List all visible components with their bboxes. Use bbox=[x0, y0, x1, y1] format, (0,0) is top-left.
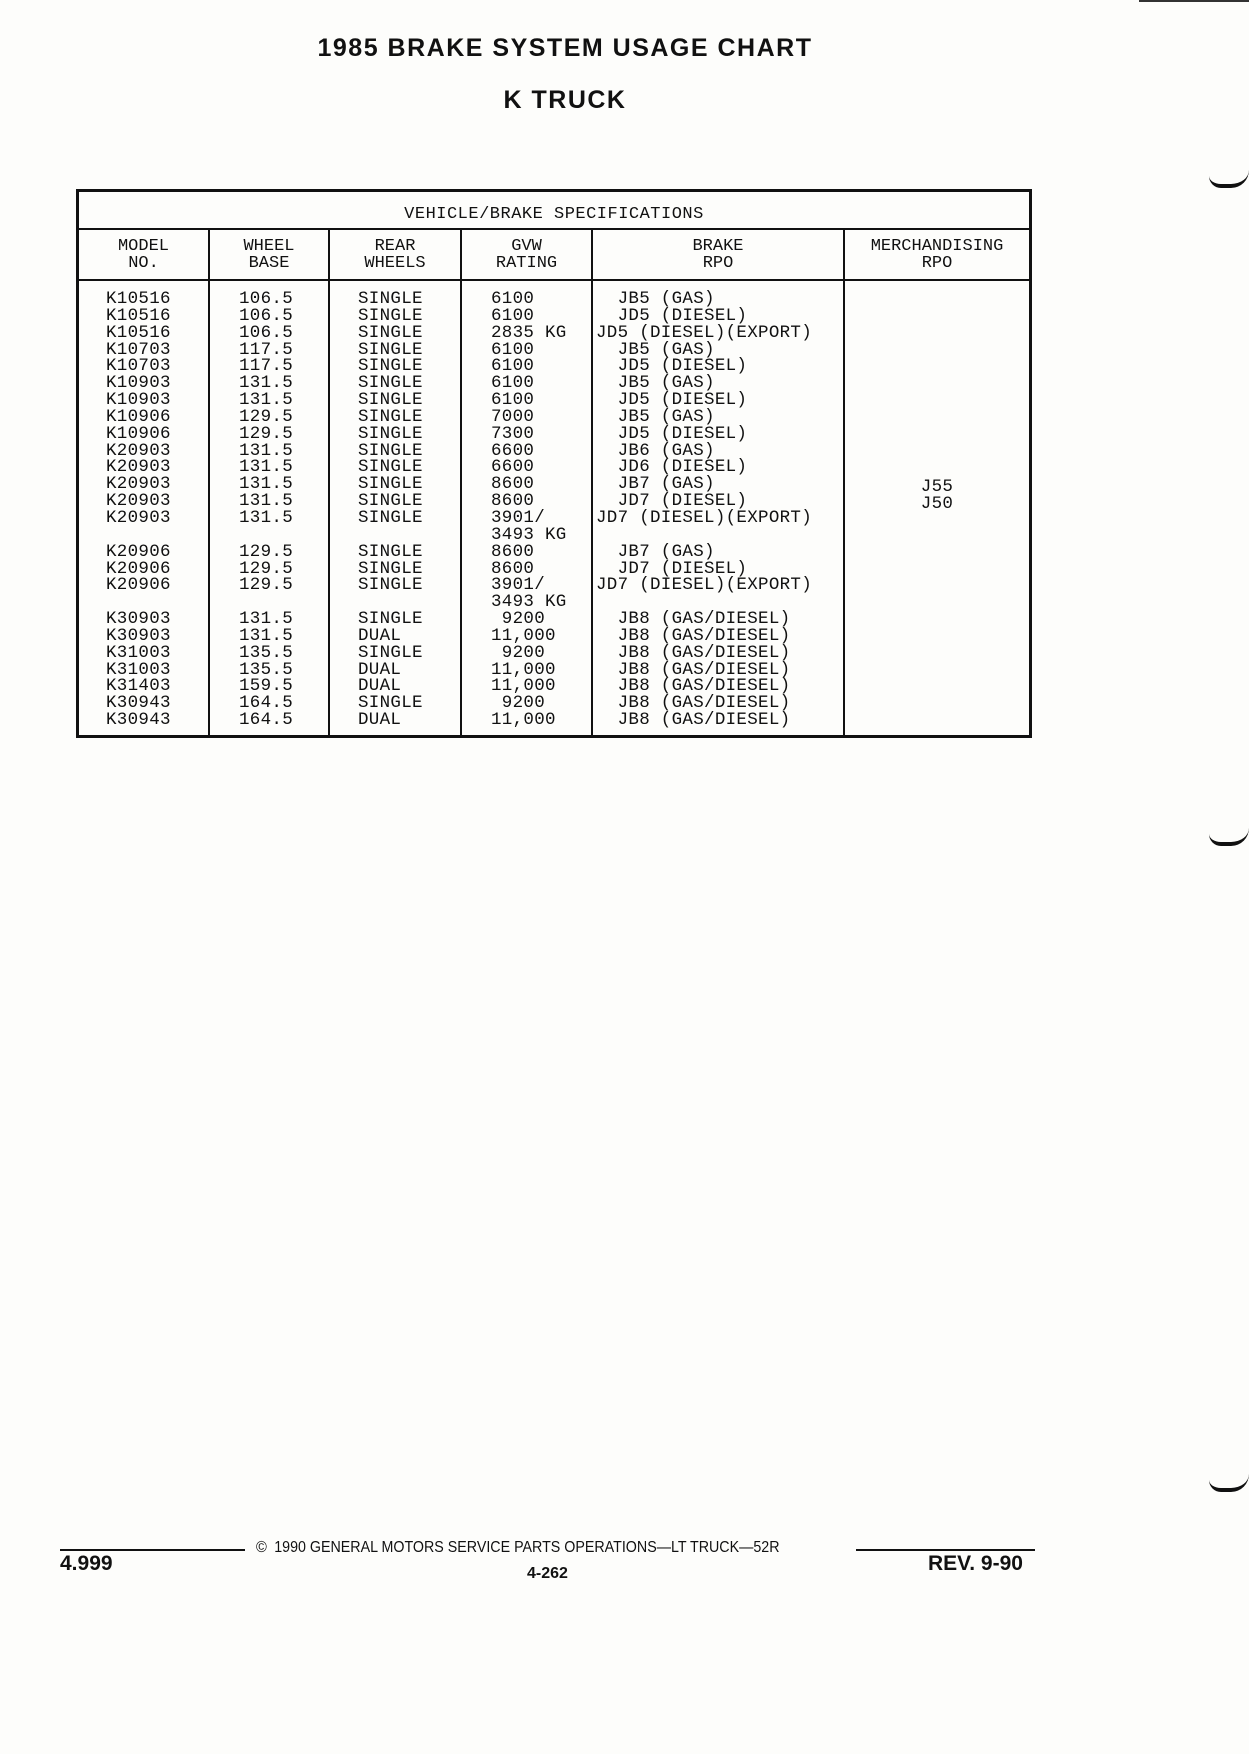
cell-wheel-base bbox=[239, 577, 328, 611]
cell-model-text: K31003 bbox=[106, 659, 171, 680]
cell-rear-wheels-text: SINGLE bbox=[358, 457, 423, 478]
cell-model-text: K20903 bbox=[106, 507, 171, 528]
cell-model bbox=[106, 541, 208, 562]
column-rear-wheels-values bbox=[330, 281, 460, 735]
cell-wheel-base-text: 117.5 bbox=[239, 339, 294, 360]
cell-brake-rpo-text: JD7 (DIESEL)(EXPORT) bbox=[596, 575, 813, 596]
cell-brake-rpo bbox=[596, 322, 843, 343]
cell-model-text: K10516 bbox=[106, 305, 171, 326]
header-gvw-line2: RATING bbox=[495, 254, 558, 273]
cell-rear-wheels-text: SINGLE bbox=[358, 322, 423, 343]
cell-model-text: K31403 bbox=[106, 676, 171, 697]
page-number: 4-262 bbox=[527, 1565, 568, 1582]
cell-gvw-text: 6100 bbox=[491, 305, 535, 326]
header-wheel-base bbox=[210, 230, 328, 281]
cell-model-text: K10516 bbox=[106, 322, 171, 343]
cell-gvw-text: 9200 bbox=[491, 693, 546, 714]
cell-model-text: K20906 bbox=[106, 558, 171, 579]
scan-edge-rule bbox=[1139, 0, 1249, 2]
column-brake-values bbox=[593, 281, 843, 735]
column-gvw-values bbox=[462, 281, 591, 735]
cell-brake-rpo-text: JD5 (DIESEL) bbox=[596, 390, 748, 411]
cell-model-text: K20903 bbox=[106, 474, 171, 495]
cell-brake-rpo-text: JB7 (GAS) bbox=[596, 541, 715, 562]
binder-hole-mark bbox=[1209, 1474, 1249, 1492]
cell-rear-wheels-text: SINGLE bbox=[358, 558, 423, 579]
cell-rear-wheels bbox=[358, 541, 460, 562]
cell-rear-wheels-text: DUAL bbox=[358, 625, 402, 646]
cell-model-text: K10903 bbox=[106, 390, 171, 411]
cell-gvw-text: 3901/ bbox=[491, 575, 546, 596]
column-model-values bbox=[79, 281, 208, 735]
column-wheel-base-values bbox=[210, 281, 328, 735]
cell-brake-rpo-text: JB7 (GAS) bbox=[596, 474, 715, 495]
cell-wheel-base-text: 131.5 bbox=[239, 440, 294, 461]
cell-model-text: K31003 bbox=[106, 642, 171, 663]
cell-wheel-base-text: 129.5 bbox=[239, 541, 294, 562]
cell-gvw-text: 6600 bbox=[491, 440, 535, 461]
cell-model bbox=[106, 577, 208, 611]
cell-model-text: K30943 bbox=[106, 693, 171, 714]
cell-rear-wheels-text: SINGLE bbox=[358, 373, 423, 394]
cell-rear-wheels-text: SINGLE bbox=[358, 507, 423, 528]
header-rear-wheels-line1: REAR bbox=[374, 237, 416, 256]
cell-gvw-text: 11,000 bbox=[491, 710, 556, 731]
cell-gvw-text: 6100 bbox=[491, 356, 535, 377]
cell-brake-rpo-text: JB8 (GAS/DIESEL) bbox=[596, 609, 791, 630]
cell-wheel-base-text: 131.5 bbox=[239, 625, 294, 646]
brake-spec-table bbox=[76, 189, 1032, 738]
column-model bbox=[79, 230, 210, 735]
cell-brake-rpo-text: JB5 (GAS) bbox=[596, 406, 715, 427]
cell-gvw-text: 8600 bbox=[491, 474, 535, 495]
cell-wheel-base-text: 135.5 bbox=[239, 659, 294, 680]
cell-model-text: K30903 bbox=[106, 609, 171, 630]
cell-brake-rpo-text: JB8 (GAS/DIESEL) bbox=[596, 710, 791, 731]
cell-gvw-text: 11,000 bbox=[491, 659, 556, 680]
header-wheel-base-line2: BASE bbox=[248, 254, 290, 273]
revision-label: REV. 9-90 bbox=[928, 1552, 1023, 1575]
cell-wheel-base-text: 131.5 bbox=[239, 609, 294, 630]
merch-code-j50: J50 bbox=[920, 493, 954, 514]
cell-wheel-base-text: 129.5 bbox=[239, 558, 294, 579]
cell-gvw-text: 6100 bbox=[491, 339, 535, 360]
cell-rear-wheels-text: SINGLE bbox=[358, 339, 423, 360]
footer-rule-left bbox=[60, 1549, 245, 1551]
cell-rear-wheels-text: DUAL bbox=[358, 710, 402, 731]
header-merch-line1: MERCHANDISING bbox=[870, 237, 1004, 256]
cell-gvw bbox=[491, 577, 591, 611]
cell-rear-wheels-text: SINGLE bbox=[358, 390, 423, 411]
header-merchandising-rpo bbox=[845, 230, 1029, 281]
cell-gvw bbox=[491, 712, 591, 729]
header-merch-line2: RPO bbox=[921, 254, 953, 273]
cell-gvw-text-line2: 3493 KG bbox=[491, 592, 567, 613]
cell-brake-rpo bbox=[596, 712, 843, 729]
cell-model-text: K20906 bbox=[106, 541, 171, 562]
column-merchandising-values bbox=[845, 281, 1029, 735]
cell-gvw-text: 3901/ bbox=[491, 507, 546, 528]
header-rear-wheels-line2: WHEELS bbox=[364, 254, 426, 273]
cell-wheel-base-text: 164.5 bbox=[239, 710, 294, 731]
cell-brake-rpo-text: JD5 (DIESEL)(EXPORT) bbox=[596, 322, 813, 343]
cell-wheel-base-text: 131.5 bbox=[239, 457, 294, 478]
header-brake-line2: RPO bbox=[702, 254, 734, 273]
cell-gvw bbox=[491, 322, 591, 343]
cell-rear-wheels-text: DUAL bbox=[358, 676, 402, 697]
page-code-left: 4.999 bbox=[60, 1552, 113, 1575]
cell-gvw-text: 8600 bbox=[491, 491, 535, 512]
cell-rear-wheels bbox=[358, 712, 460, 729]
cell-gvw-text: 9200 bbox=[491, 642, 546, 663]
cell-gvw-text: 6100 bbox=[491, 289, 535, 309]
cell-gvw-text: 7000 bbox=[491, 406, 535, 427]
cell-brake-rpo-text: JD7 (DIESEL) bbox=[596, 558, 748, 579]
cell-model bbox=[106, 322, 208, 343]
cell-wheel-base-text: 106.5 bbox=[239, 305, 294, 326]
cell-model-text: K20903 bbox=[106, 440, 171, 461]
header-brake-line1: BRAKE bbox=[692, 237, 744, 256]
cell-wheel-base-text: 129.5 bbox=[239, 423, 294, 444]
cell-rear-wheels-text: SINGLE bbox=[358, 474, 423, 495]
column-brake-rpo bbox=[593, 230, 845, 735]
cell-gvw bbox=[491, 541, 591, 562]
cell-brake-rpo bbox=[596, 541, 843, 562]
cell-model-text: K30943 bbox=[106, 710, 171, 731]
column-rear-wheels bbox=[330, 230, 462, 735]
header-model bbox=[79, 230, 208, 281]
cell-rear-wheels bbox=[358, 507, 460, 544]
cell-wheel-base-text: 131.5 bbox=[239, 491, 294, 512]
cell-rear-wheels-text: SINGLE bbox=[358, 305, 423, 326]
cell-brake-rpo-text: JB8 (GAS/DIESEL) bbox=[596, 625, 791, 646]
cell-model-text: K30903 bbox=[106, 625, 171, 646]
header-model-line2: NO. bbox=[128, 254, 159, 273]
cell-gvw-text: 9200 bbox=[491, 609, 546, 630]
cell-rear-wheels-text: SINGLE bbox=[358, 609, 423, 630]
cell-gvw-text: 8600 bbox=[491, 541, 535, 562]
cell-rear-wheels-text: SINGLE bbox=[358, 423, 423, 444]
cell-brake-rpo-text: JB5 (GAS) bbox=[596, 289, 715, 309]
cell-model bbox=[106, 712, 208, 729]
cell-wheel-base-text: 159.5 bbox=[239, 676, 294, 697]
cell-model-text: K10903 bbox=[106, 373, 171, 394]
cell-wheel-base-text: 117.5 bbox=[239, 356, 294, 377]
table-grid bbox=[79, 230, 1029, 735]
cell-rear-wheels-text: SINGLE bbox=[358, 440, 423, 461]
footer-copyright-text: 1990 GENERAL MOTORS SERVICE PARTS OPERATIONS—LT TRUCK—52R bbox=[274, 1539, 780, 1556]
cell-brake-rpo-text: JB6 (GAS) bbox=[596, 440, 715, 461]
cell-model-text: K20906 bbox=[106, 575, 171, 596]
cell-gvw-text: 6100 bbox=[491, 390, 535, 411]
cell-brake-rpo-text: JD5 (DIESEL) bbox=[596, 356, 748, 377]
cell-wheel-base-text: 135.5 bbox=[239, 642, 294, 663]
cell-model-text: K20903 bbox=[106, 457, 171, 478]
table-caption: VEHICLE/BRAKE SPECIFICATIONS bbox=[79, 192, 1029, 230]
cell-brake-rpo bbox=[596, 577, 843, 611]
cell-brake-rpo-text: JD5 (DIESEL) bbox=[596, 305, 748, 326]
cell-rear-wheels-text: SINGLE bbox=[358, 289, 423, 309]
cell-wheel-base-text: 131.5 bbox=[239, 507, 294, 528]
header-gvw-line1: GVW bbox=[511, 237, 542, 256]
column-merchandising-rpo bbox=[845, 230, 1029, 735]
cell-brake-rpo-text: JD7 (DIESEL)(EXPORT) bbox=[596, 507, 813, 528]
cell-rear-wheels-text: SINGLE bbox=[358, 575, 423, 596]
cell-rear-wheels-text: SINGLE bbox=[358, 642, 423, 663]
cell-rear-wheels-text: DUAL bbox=[358, 659, 402, 680]
cell-brake-rpo-text: JB8 (GAS/DIESEL) bbox=[596, 693, 791, 714]
cell-model-text: K10703 bbox=[106, 356, 171, 377]
cell-rear-wheels-text: SINGLE bbox=[358, 491, 423, 512]
footer-rule-right bbox=[856, 1549, 1035, 1551]
footer-copyright bbox=[256, 1539, 780, 1557]
cell-brake-rpo bbox=[596, 507, 843, 544]
cell-model-text: K20903 bbox=[106, 491, 171, 512]
cell-model-text: K10906 bbox=[106, 406, 171, 427]
cell-model-text: K10516 bbox=[106, 289, 171, 309]
cell-brake-rpo-text: JD5 (DIESEL) bbox=[596, 423, 748, 444]
cell-brake-rpo-text: JB8 (GAS/DIESEL) bbox=[596, 642, 791, 663]
copyright-icon: © bbox=[256, 1539, 267, 1556]
cell-rear-wheels bbox=[358, 322, 460, 343]
cell-wheel-base-text: 129.5 bbox=[239, 406, 294, 427]
cell-rear-wheels-text: SINGLE bbox=[358, 406, 423, 427]
cell-wheel-base-text: 129.5 bbox=[239, 575, 294, 596]
cell-rear-wheels-text: SINGLE bbox=[358, 541, 423, 562]
cell-gvw-text-line2: 3493 KG bbox=[491, 524, 567, 545]
page-title: 1985 BRAKE SYSTEM USAGE CHART bbox=[317, 34, 813, 62]
cell-brake-rpo-text: JD7 (DIESEL) bbox=[596, 491, 748, 512]
cell-wheel-base-text: 164.5 bbox=[239, 693, 294, 714]
merch-code-j55: J55 bbox=[920, 477, 954, 497]
cell-gvw-text: 2835 KG bbox=[491, 322, 567, 343]
page-subtitle: K TRUCK bbox=[503, 86, 627, 114]
cell-wheel-base-text: 131.5 bbox=[239, 474, 294, 495]
column-gvw-rating bbox=[462, 230, 593, 735]
cell-gvw-text: 6100 bbox=[491, 373, 535, 394]
cell-model-text: K10906 bbox=[106, 423, 171, 444]
cell-wheel-base-text: 131.5 bbox=[239, 390, 294, 411]
cell-rear-wheels-text: SINGLE bbox=[358, 693, 423, 714]
cell-gvw-text: 11,000 bbox=[491, 676, 556, 697]
header-wheel-base-line1: WHEEL bbox=[243, 237, 295, 256]
cell-gvw bbox=[491, 507, 591, 545]
cell-brake-rpo-text: JB5 (GAS) bbox=[596, 373, 715, 394]
column-wheel-base bbox=[210, 230, 330, 735]
cell-rear-wheels-text: SINGLE bbox=[358, 356, 423, 377]
binder-hole-mark bbox=[1209, 828, 1249, 846]
cell-wheel-base bbox=[239, 541, 328, 562]
cell-gvw-text: 8600 bbox=[491, 558, 535, 579]
cell-brake-rpo-text: JB8 (GAS/DIESEL) bbox=[596, 659, 791, 680]
cell-wheel-base-text: 106.5 bbox=[239, 322, 294, 343]
header-gvw-rating bbox=[462, 230, 591, 281]
cell-gvw-text: 6600 bbox=[491, 457, 535, 478]
cell-wheel-base-text: 131.5 bbox=[239, 373, 294, 394]
cell-gvw-text: 11,000 bbox=[491, 625, 556, 646]
cell-gvw-text: 7300 bbox=[491, 423, 535, 444]
cell-brake-rpo-text: JD6 (DIESEL) bbox=[596, 457, 748, 478]
cell-brake-rpo-text: JB8 (GAS/DIESEL) bbox=[596, 676, 791, 697]
cell-model bbox=[106, 507, 208, 544]
cell-wheel-base bbox=[239, 322, 328, 343]
header-model-line1: MODEL bbox=[117, 237, 169, 256]
cell-brake-rpo-text: JB5 (GAS) bbox=[596, 339, 715, 360]
cell-model-text: K10703 bbox=[106, 339, 171, 360]
cell-wheel-base-text: 106.5 bbox=[239, 289, 294, 309]
cell-wheel-base bbox=[239, 507, 328, 544]
binder-hole-mark bbox=[1209, 170, 1249, 188]
header-rear-wheels bbox=[330, 230, 460, 281]
cell-rear-wheels bbox=[358, 577, 460, 611]
header-brake-rpo bbox=[593, 230, 843, 281]
cell-wheel-base bbox=[239, 712, 328, 729]
